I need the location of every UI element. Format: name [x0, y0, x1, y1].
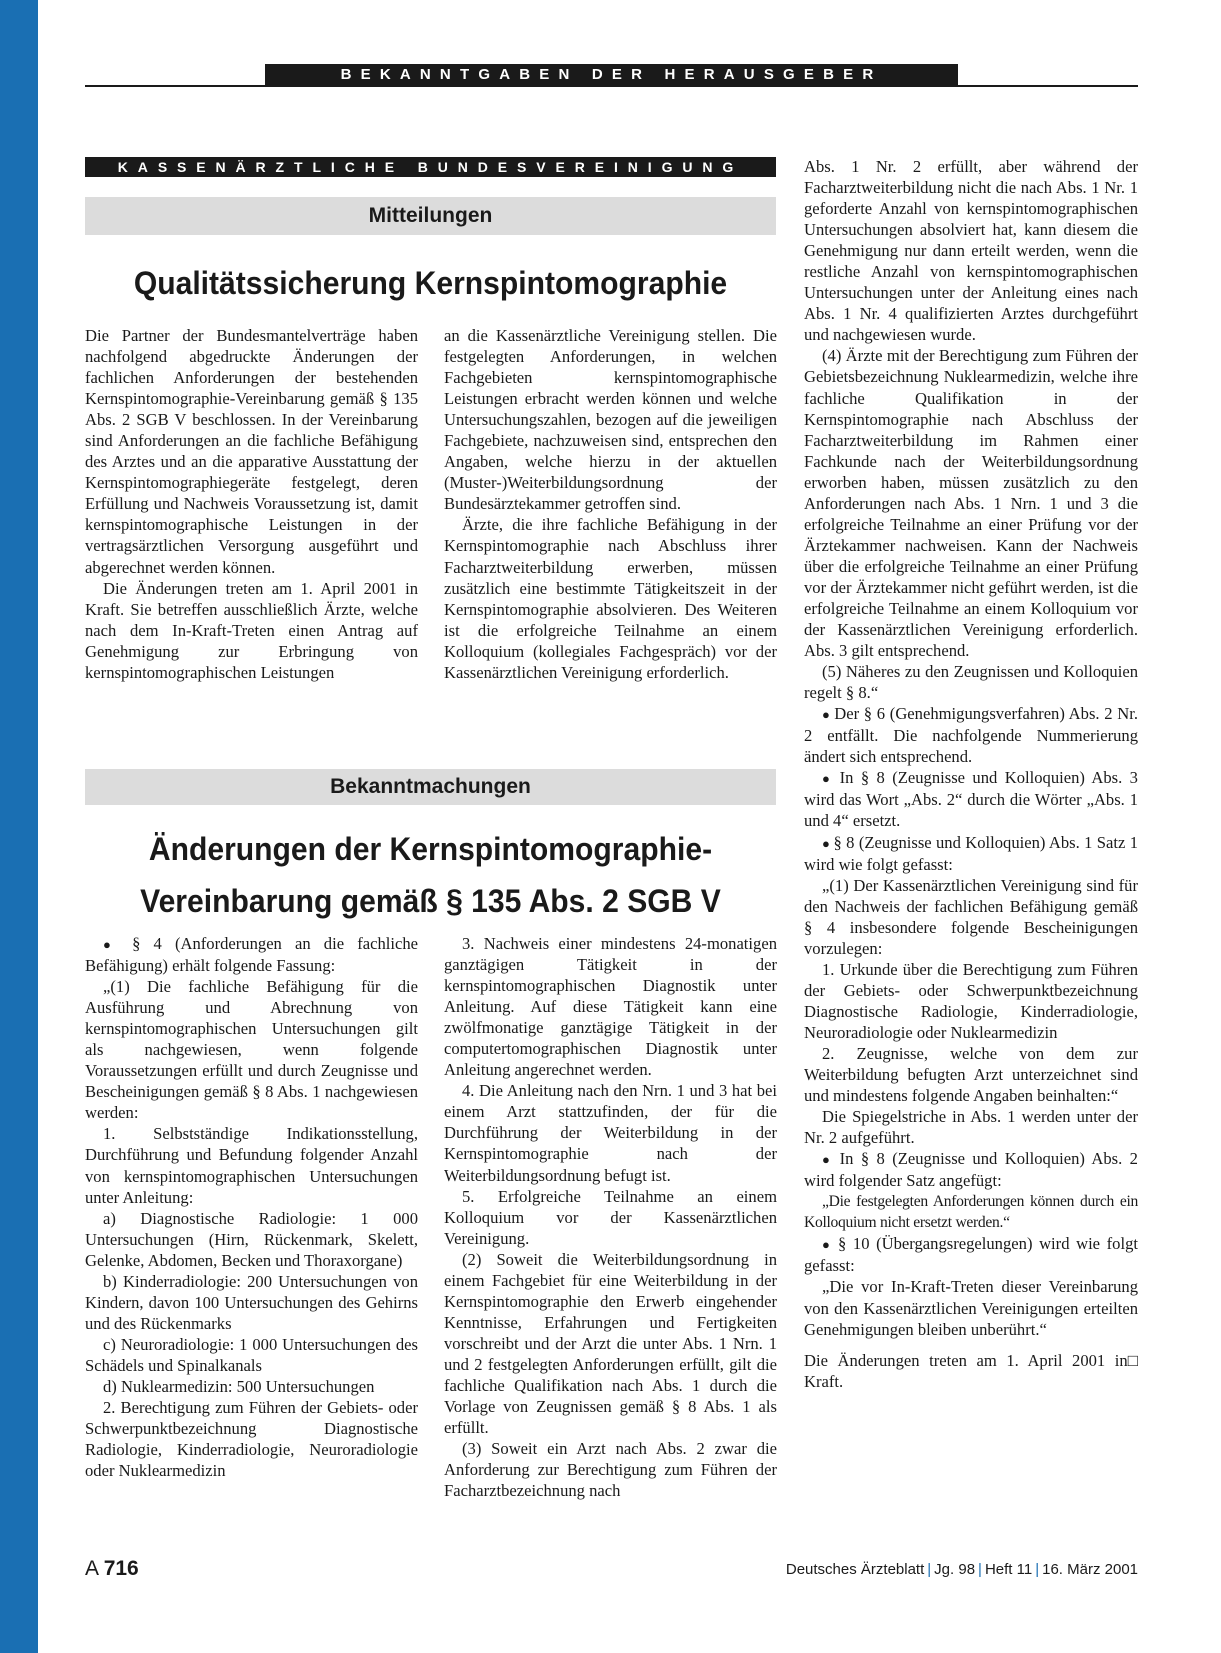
bullet-paragraph: ● § 4 (Anforderungen an die fachliche Befähigung) erhält folgende Fassung:: [85, 933, 418, 976]
article2-column-3: [804, 156, 1138, 1392]
paragraph: (2) Soweit die Weiterbildungsordnung in einem Fachgebiet für eine Weiterbildung in der Kernspintomographie den Erwerb eingehender Kenntnisse, Erfahrungen und Fertigkeiten vorschreibt und der Arzt die unter Abs. 1 Nrn. 1 und 2 festgelegten Anforderungen erfüllt, gilt die fachliche Qualifikation nach Abs. 1 durch die Vorlage von Zeugnissen gemäß § 8 Abs. 1 als erfüllt.: [444, 1249, 777, 1438]
paragraph: c) Neuroradiologie: 1 000 Untersuchungen des Schädels und Spinalkanals: [85, 1334, 418, 1375]
journal-name: Deutsches Ärzteblatt: [785, 1561, 925, 1578]
journal-volume: Jg. 98: [934, 1561, 976, 1578]
quoted-paragraph: „Die festgelegten Anforderungen können durch ein Kolloquium nicht ersetzt werden.“: [804, 1193, 1138, 1232]
rubric-bekanntmachungen: Bekanntmachungen: [85, 769, 776, 805]
header-rule: [85, 85, 1138, 87]
paragraph: 1. Selbstständige Indikationsstellung, Durchführung und Befundung folgender Anzahl von kernspintomographischen Untersuchungen unter Anleitung:: [85, 1124, 418, 1207]
article1-column-2: [444, 325, 777, 683]
paragraph: 2. Zeugnisse, welche von dem zur Weiterbildung befugten Arzt unterzeichnet sind und mindestens folgende Angaben beinhalten:“: [804, 1043, 1138, 1106]
paragraph: (4) Ärzte mit der Berechtigung zum Führen der Gebietsbezeichnung Nuklearmedizin, welche ihre fachliche Qualifikation in der Kernspintomographie nach Abschluss der Facharztweiterbildung im Rahmen einer Fachkunde nach der Weiterbildungsordnung erworben haben, müssen zusätzlich zu den Anforderungen nach Abs. 1 Nrn. 1 und 3 die erfolgreiche Teilnahme an einer Prüfung vor der Ärztekammer nachweisen. Kann der Nachweis über die erfolgreiche Teilnahme an einer Prüfung vor der Ärztekammer nicht geführt werden, ist die erfolgreiche Teilnahme an einem Kolloquium vor der Kassenärztlichen Vereinigung erforderlich. Abs. 3 gilt entsprechend.: [804, 346, 1138, 661]
paragraph: an die Kassenärztliche Vereinigung stellen. Die festgelegten Anforderungen, in welchen Fachgebieten kernspintomographische Leistungen erbracht werden können und welche Untersuchungszahlen, bezogen auf die jeweiligen Fachgebiete, nachzuweisen sind, entsprechen den Angaben, welche hierzu in der aktuellen (Muster-)Weiterbildungsordnung der Bundesärztekammer getroffen sind.: [444, 326, 777, 514]
paragraph: 3. Nachweis einer mindestens 24-monatigen ganztägigen Tätigkeit in der kernspintomographischen Diagnostik unter Anleitung. Auf diese Tätigkeit kann eine zwölfmonatige ganztägige Tätigkeit in der computertomographischen Diagnostik unter Anleitung angerechnet werden.: [444, 934, 777, 1080]
paragraph: (3) Soweit ein Arzt nach Abs. 2 zwar die Anforderung zur Berechtigung zum Führen der Facharztbezeichnung nach: [444, 1439, 777, 1501]
paragraph: 2. Berechtigung zum Führen der Gebiets- oder Schwerpunktbezeichnung Diagnostische Radiologie, Kinderradiologie, Neuroradiologie oder Nuklearmedizin: [85, 1398, 418, 1481]
journal-date: 16. März 2001: [1042, 1561, 1138, 1578]
bullet-paragraph: ● Der § 6 (Genehmigungsverfahren) Abs. 2 Nr. 2 entfällt. Die nachfolgende Nummerierung ändert sich entsprechend.: [804, 703, 1138, 767]
title-line-2: Vereinbarung gemäß § 135 Abs. 2 SGB V: [140, 883, 721, 919]
paragraph: „(1) Die fachliche Befähigung für die Ausführung und Abrechnung von kernspintomographischen Untersuchungen gilt als nachgewiesen, wenn folgende Voraussetzungen erfüllt und durch Zeugnisse und Bescheinigungen gemäß § 8 Abs. 1 nachgewiesen werden:: [85, 977, 418, 1123]
bullet-paragraph: ● § 10 (Übergangsregelungen) wird wie folgt gefasst:: [804, 1233, 1138, 1276]
footer-separator: |: [927, 1561, 932, 1578]
paragraph: (5) Näheres zu den Zeugnissen und Kolloquien regelt § 8.“: [804, 662, 1138, 703]
bullet-paragraph: ● In § 8 (Zeugnisse und Kolloquien) Abs. 2 wird folgender Satz angefügt:: [804, 1148, 1138, 1191]
paragraph: Die Spiegelstriche in Abs. 1 werden unter der Nr. 2 aufgeführt.: [804, 1107, 1138, 1148]
paragraph: Die Änderungen treten am 1. April 2001 in Kraft. Sie betreffen ausschließlich Ärzte, welche nach dem In-Kraft-Treten einen Antrag auf Genehmigung zur Erbringung von kernspintomographischen Leistungen: [85, 578, 418, 682]
closing-text: Die Änderungen treten am 1. April 2001 in Kraft.: [804, 1350, 1128, 1391]
bullet-paragraph: ● § 8 (Zeugnisse und Kolloquien) Abs. 1 Satz 1 wird wie folgt gefasst:: [804, 832, 1138, 875]
title-line-1: Änderungen der Kernspintomographie-: [148, 831, 713, 867]
paragraph: 5. Erfolgreiche Teilnahme an einem Kolloquium vor der Kassenärztlichen Vereinigung.: [444, 1186, 777, 1248]
paragraph: „(1) Der Kassenärztlichen Vereinigung sind für den Nachweis der fachlichen Befähigung gemäß § 4 insbesondere folgende Bescheinigungen vorzulegen:: [804, 875, 1138, 958]
footer-separator: |: [1035, 1561, 1040, 1578]
paragraph: d) Nuklearmedizin: 500 Untersuchungen: [103, 1376, 375, 1396]
paragraph: a) Diagnostische Radiologie: 1 000 Untersuchungen (Hirn, Rückenmark, Skelett, Gelenke, Abdomen, Becken und Thoraxorgane): [85, 1208, 418, 1270]
end-square-icon: □: [1127, 1350, 1138, 1370]
page-prefix: A: [85, 1557, 98, 1580]
rubric-mitteilungen: Mitteilungen: [85, 197, 776, 235]
paragraph: „Die vor In-Kraft-Treten dieser Vereinbarung von den Kassenärztlichen Vereinigungen erteilten Genehmigungen bleiben unberührt.“: [804, 1277, 1138, 1339]
article1-column-1: [85, 325, 418, 683]
journal-footer: [786, 1561, 1138, 1578]
bullet-paragraph: ● In § 8 (Zeugnisse und Kolloquien) Abs. 3 wird das Wort „Abs. 2“ durch die Wörter „Abs. 1 und 4“ ersetzt.: [804, 767, 1138, 831]
footer-separator: |: [978, 1561, 982, 1578]
page-number-value: 716: [103, 1557, 139, 1580]
paragraph: 1. Urkunde über die Berechtigung zum Führen der Gebiets- oder Schwerpunktbezeichnung Diagnostische Radiologie, Kinderradiologie, Neuroradiologie oder Nuklearmedizin: [804, 959, 1138, 1042]
side-color-bar: [0, 0, 38, 1653]
page-number: [85, 1557, 139, 1581]
journal-issue: Heft 11: [984, 1561, 1033, 1578]
spacer: [804, 1340, 1138, 1350]
organisation-band: KASSENÄRZTLICHE BUNDESVEREINIGUNG: [85, 157, 776, 177]
article-title-aenderungen: [106, 823, 756, 927]
section-header-band: BEKANNTGABEN DER HERAUSGEBER: [265, 64, 958, 85]
paragraph: Die Partner der Bundesmantelverträge haben nachfolgend abgedruckte Änderungen der fachlichen Anforderungen der bestehenden Kernspintomographie-Vereinbarung gemäß § 135 Abs. 2 SGB V beschlossen. In der Vereinbarung sind Anforderungen an die fachliche Befähigung des Arztes und an die apparative Ausstattung der Kernspintomographiegeräte festgelegt, deren Erfüllung und Nachweis Voraussetzung ist, damit kernspintomographische Leistungen in der vertragsärztlichen Versorgung ausgeführt und abgerechnet werden können.: [85, 326, 418, 577]
article-title-qualitaetssicherung: Qualitätssicherung Kernspintomographie: [133, 265, 728, 301]
paragraph: 4. Die Anleitung nach den Nrn. 1 und 3 hat bei einem Arzt stattzufinden, der für die Durchführung der Weiterbildung in der Kernspintomographie nach der Weiterbildungsordnung befugt ist.: [444, 1081, 777, 1185]
article2-column-2: [444, 933, 777, 1501]
paragraph: b) Kinderradiologie: 200 Untersuchungen von Kindern, davon 100 Untersuchungen des Gehirns und des Rückenmarks: [85, 1271, 418, 1333]
paragraph: Ärzte, die ihre fachliche Befähigung in der Kernspintomographie nach Abschluss ihrer Facharztweiterbildung erwerben, müssen zusätzlich eine bestimmte Tätigkeitszeit in der Kernspintomographie absolvieren. Des Weiteren ist die erfolgreiche Teilnahme an einem Kolloquium (kollegiales Fachgespräch) vor der Kassenärztlichen Vereinigung erforderlich.: [444, 515, 777, 682]
article2-column-1: [85, 933, 418, 1481]
closing-paragraph: [804, 1350, 1138, 1392]
paragraph: Abs. 1 Nr. 2 erfüllt, aber während der Facharztweiterbildung nicht die nach Abs. 1 Nr. 1 geforderte Anzahl von kernspintomographischen Untersuchungen absolviert hat, kann diesem die Genehmigung nur dann erteilt werden, wenn die restliche Anzahl von kernspintomographischen Untersuchungen unter der Anleitung eines nach Abs. 1 Nr. 4 qualifizierten Arztes durchgeführt und nachgewiesen wurde.: [804, 157, 1138, 345]
